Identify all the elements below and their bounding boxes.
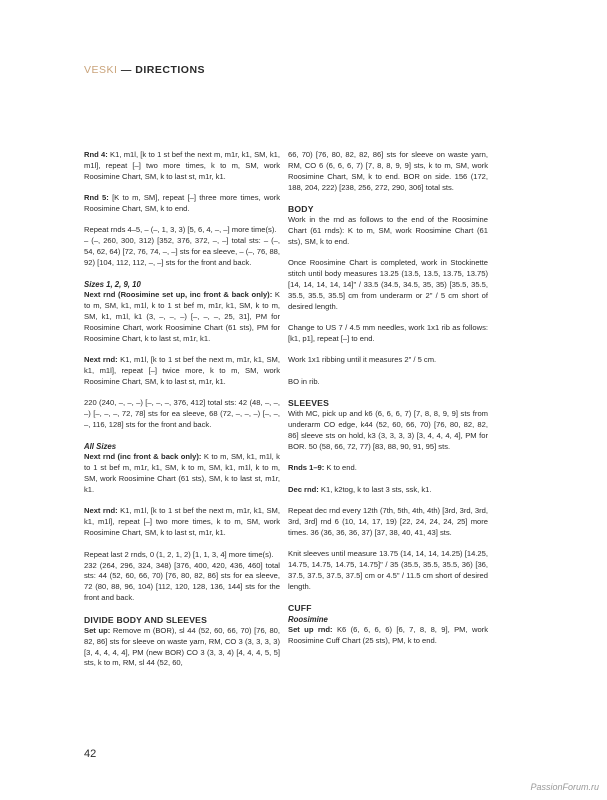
next-inc-paragraph (84, 452, 280, 496)
page-header (84, 64, 205, 76)
setup-paragraph (84, 626, 280, 670)
totals-2: 220 (240, –, –, –) [–, –, –, 376, 412] total sts: 42 (48, –, –, –) [–, –, –, 72, 78] sts for ea sleeve, 68 (72, –, –, –) [–, –, –, 116, 128] sts for the front and back. (84, 398, 280, 430)
cuff-heading: CUFF (288, 602, 312, 613)
rnds-1-9-text: K to end. (324, 463, 357, 473)
next-rnd-1-paragraph (84, 355, 280, 388)
header-dash: — (117, 64, 136, 76)
body-paragraph-1: Work in the rnd as follows to the end of the Roosimine Chart (61 rnds): K to m, SM, work Roosimine Chart (61 sts), SM, k to end. (288, 215, 488, 247)
pattern-name: VESKI (84, 64, 118, 76)
body-paragraph-3: Change to US 7 / 4.5 mm needles, work 1x1 rib as follows: [k1, p1], repeat [–] to end. (288, 323, 488, 344)
next-roosimine-paragraph (84, 290, 280, 345)
body-paragraph-2: Once Roosimine Chart is completed, work in Stockinette stitch until body measures 13.25 (13.5, 13.5, 13.75, 13.75) [14, 14, 14, 14, 14]" / 33.5 (34.5, 34.5, 35, 35) [35.5, 35.5, 35.5, 35.5, 35.5] cm from underarm or 2" / 5 cm short of desired length. (288, 258, 488, 311)
next-rnd-2-text: K1, m1l, [k to 1 st bef the next m, m1r, k1, SM, k1, m1l], repeat [–] two more times, k to m, SM, work Roosimine Chart, SM, k to last st, m1r, k1. (84, 506, 280, 538)
next-rnd-2-label: Next rnd: (84, 506, 118, 516)
repeat-last-2: Repeat last 2 rnds, 0 (1, 2, 1, 2) [1, 1, 3, 4] more time(s). (84, 549, 274, 559)
next-rnd-1-text: K1, m1l, [k to 1 st bef the next m, m1r, k1, SM, k1, m1l], repeat [–] twice more, k to m, SM, work Roosimine Chart, SM, k to last st, m1r, k1. (84, 355, 280, 387)
totals-1: – (–, 260, 300, 312) [352, 376, 372, –, –] total sts: – (–, 54, 62, 64) [72, 76, 74, –, –] sts for ea sleeve, – (–, 76, 88, 92) [104, 112, 112, –, –] sts for the front and back. (84, 236, 280, 268)
body-heading: BODY (288, 204, 314, 215)
body-paragraph-5: BO in rib. (288, 376, 320, 386)
right-column (288, 150, 488, 657)
dec-rnd-text: K1, k2tog, k to last 3 sts, ssk, k1. (318, 484, 432, 494)
page-number: 42 (84, 748, 97, 760)
body-paragraph-4: Work 1x1 ribbing until it measures 2" / 5 cm. (288, 355, 437, 365)
rnd4-label: Rnd 4: (84, 150, 108, 159)
rnd5-label: Rnd 5: (84, 193, 109, 203)
next-inc-label: Next rnd (inc front & back only): (84, 452, 202, 462)
sizes-heading: Sizes 1, 2, 9, 10 (84, 280, 141, 290)
setup-label: Set up: (84, 625, 111, 635)
repeat-4-5: Repeat rnds 4–5, – (–, 1, 3, 3) [5, 6, 4, –, –] more time(s). (84, 225, 277, 235)
sleeves-paragraph-1: With MC, pick up and k6 (6, 6, 6, 7) [7, 8, 8, 9, 9] sts from underarm CO edge, k44 (52, 60, 66, 70) [76, 80, 82, 82, 86] sleeve sts on hold, k3 (3, 3, 3, 3) [3, 4, 4, 4, 4], PM for BOR. 50 (58, 66, 72, 77) [83, 88, 90, 91, 95] sts. (288, 409, 488, 451)
totals-3: 232 (264, 296, 324, 348) [376, 400, 420, 436, 460] total sts: 44 (52, 60, 66, 70) [76, 80, 82, 86] sts for ea sleeve, 72 (80, 88, 96, 104) [112, 120, 128, 136, 144] sts for the front and back. (84, 560, 280, 603)
rnds-1-9-label: Rnds 1–9: (288, 463, 325, 473)
repeat-dec: Repeat dec rnd every 12th (7th, 5th, 4th, 4th) [3rd, 3rd, 3rd, 3rd, 3rd] rnd 6 (10, 14, 17, 19) [22, 24, 24, 24, 25] more times. 36 (36, 36, 36, 37) [37, 38, 40, 41, 43] sts. (288, 505, 488, 537)
rnd4-paragraph (84, 150, 280, 183)
cuff-setup-paragraph (288, 625, 488, 647)
setup-text: Remove m (BOR), sl 44 (52, 60, 66, 70) [76, 80, 82, 86] sts for sleeve on waste yarn, RM, CO 3 (3, 3, 3, 3) [3, 4, 4, 4, 4], PM (new BOR) CO 3 (3, 3, 4) [4, 4, 4, 5, 5] sts, k to m, RM, sl 44 (52, 60, (84, 625, 280, 668)
divide-heading: DIVIDE BODY AND SLEEVES (84, 614, 208, 625)
rnd5-paragraph (84, 193, 280, 215)
next-rnd-1-label: Next rnd: (84, 355, 118, 365)
cuff-setup-text: K6 (6, 6, 6, 6) [6, 7, 8, 8, 9], PM, work Roosimine Cuff Chart (25 sts), PM, k to end. (288, 625, 488, 646)
sleeves-heading: SLEEVES (288, 398, 330, 409)
setup-continued: 66, 70) [76, 80, 82, 82, 86] sts for sleeve on waste yarn, RM, CO 6 (6, 6, 6, 7) [7, 8, 8, 9, 9] sts, k to m, SM, work Roosimine Chart, SM, k to end. BOR on side. 156 (172, 188, 204, 222) [238, 256, 272, 290, 306] total sts. (288, 150, 488, 192)
next-roosimine-label: Next rnd (Roosimine set up, inc front & back only): (84, 290, 273, 300)
section-name: DIRECTIONS (135, 64, 206, 76)
next-roosimine-text: K to m, SM, k1, m1l, k to 1 st bef m, m1r, k1, SM, k to m, SM, k1, m1l, k1 (3, –, –, –) [–, –, –, 25, 31], PM for Roosimine Chart, work Roosimine Chart (61 sts), PM for Roosimine Chart, k to last st, m1r, k1. (84, 290, 280, 343)
rnd4-text: K1, m1l, [k to 1 st bef the next m, m1r, k1, SM, k1, m1l], repeat [–] two more times, k to m, SM, work Roosimine Chart, SM, k to last st, m1r, k1. (84, 150, 280, 181)
left-column (84, 150, 280, 680)
next-rnd-2-paragraph (84, 506, 280, 539)
watermark: PassionForum.ru (530, 782, 599, 792)
cuff-setup-label: Set up rnd: (288, 625, 333, 635)
next-inc-text: K to m, SM, k1, m1l, k to 1 st bef m, m1r, k1, SM, k to m, SM, k1, m1l, k to m, SM, work Roosimine Chart (61 sts), SM, k to last st, m1r, k1. (84, 452, 280, 495)
knit-sleeves: Knit sleeves until measure 13.75 (14, 14, 14, 14.25) [14.25, 14.75, 14.75, 14.75, 14.75]" / 35 (35.5, 35.5, 35.5, 36) [36, 37.5, 37.5, 37.5, 37.5] cm or 4.5" / 11.5 cm short of desired length. (288, 548, 488, 591)
roosimine-heading: Roosimine (288, 615, 328, 625)
all-sizes-heading: All Sizes (84, 442, 117, 452)
dec-rnd-label: Dec rnd: (288, 484, 319, 494)
rnd5-text: [K to m, SM], repeat [–] three more times, work Roosimine Chart, SM, k to end. (84, 193, 280, 214)
dec-rnd-paragraph (288, 485, 488, 496)
rnds-1-9-paragraph (288, 463, 488, 474)
